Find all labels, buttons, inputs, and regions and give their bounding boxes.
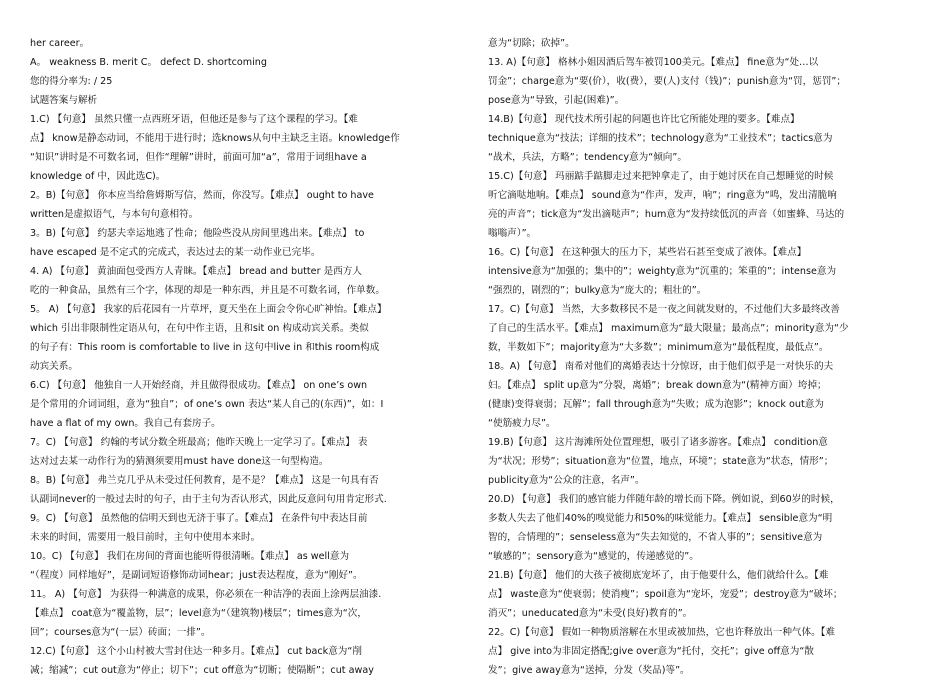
text-line: 【难点】 coat意为“覆盖物，层”；level意为“（建筑物)楼层”；times意为“次，: [30, 608, 367, 619]
text-line: “使筋疲力尽”。: [488, 418, 556, 429]
text-line: 22。C)【句意】 假如一种物质溶解在水里或被加热，它也许释放出一种气体。【难: [488, 627, 836, 638]
text-line: 为“状况；形势”；situation意为“位置，地点，环境”；state意为“状态，情形”；: [488, 456, 834, 467]
text-line: 12.C)【句意】 这个小山村被大雪封住达一种多月。【难点】 cut back意为“削: [30, 646, 362, 657]
text-line: 多数人失去了他们40%的嗅觉能力和50%的味觉能力。【难点】 sensible意为“明: [488, 513, 833, 524]
text-line: 11。 A) 【句意】 为获得一种满意的成果，你必须在一种洁净的表面上涂两层油漆.: [30, 589, 382, 600]
text-line: 17。C)【句意】 当然，大多数移民不是一夜之间就发财的，不过他们大多最终改善: [488, 304, 840, 315]
text-line: 21.B)【句意】 他们的大孩子被彻底宠坏了，由于他要什么，他们就给什么。【难: [488, 570, 829, 581]
text-line: 未来的时间，需要用一般目前时，主句中使用本来时。: [30, 532, 261, 543]
text-line: 10。C) 【句意】 我们在房间的背面也能听得很清晰。【难点】 as well意为: [30, 551, 350, 562]
text-line: 4. A) 【句意】 黄油面包受西方人青睐。【难点】 bread and butter 是西方人: [30, 266, 362, 277]
text-line: 了自己的生活水平。【难点】 maximum意为“最大限量；最高点”；minority意为“少: [488, 323, 849, 334]
text-line: written是虚拟语气，与本句句意相符。: [30, 209, 199, 220]
left-column: [30, 34, 462, 680]
text-line: 14.B)【句意】 现代技术所引起的问题也许比它所能处理的要多。【难点】: [488, 114, 800, 125]
text-line: 的句子有：This room is comfortable to live in 这句中live in 和this room构成: [30, 342, 380, 353]
text-line: 19.B)【句意】 这片海滩所处位置理想，吸引了诸多游客。【难点】 condition意: [488, 437, 828, 448]
text-line: 您的得分率为: / 25: [30, 76, 113, 87]
text-line: 16。C)【句意】 在这种强大的压力下，某些岩石甚至变成了液体。【难点】: [488, 247, 807, 258]
text-line: 听它滴哒地响。【难点】 sound意为“作声，发声，响”；ring意为“鸣，发出清脆响: [488, 190, 837, 201]
text-line: 罚金”；charge意为“要(价），收(费），要(人)支付（钱)”；punish意为“罚，惩罚”；: [488, 76, 846, 87]
text-line: 数，半数如下”；majority意为“大多数”；minimum意为“最低程度，最低点”。: [488, 342, 829, 353]
text-line: “战术，兵法，方略”；tendency意为“倾向”。: [488, 152, 687, 163]
text-line: 减；缩减”；cut out意为“停止；切下”；cut off意为“切断；使隔断”；cut away: [30, 665, 374, 676]
text-line: 18。A) 【句意】 南希对他们的离婚表达十分惊讶，由于他们似乎是一对快乐的夫: [488, 361, 834, 372]
text-line: 点】 give into为非固定搭配;give over意为“托付，交托”；give off意为“散: [488, 646, 814, 657]
text-line: 6.C) 【句意】 他独自一人开始经商，并且做得很成功。【难点】 on one’s own: [30, 380, 368, 391]
text-line: 点】 know是静态动词，不能用于进行时；选knows从句中主缺乏主语。knowledge作: [30, 133, 400, 144]
text-line: 7。C) 【句意】 约翰的考试分数全班最高；他昨天晚上一定学习了。【难点】 表: [30, 437, 368, 448]
text-line: 9。C) 【句意】 虽然他的信明天到也无济于事了。【难点】 在条件句中表达目前: [30, 513, 368, 524]
text-line: “知识”讲时是不可数名词，但作“理解”讲时，前面可加“a”，常用于词组have a: [30, 152, 367, 163]
text-line: which 引出非限制性定语从句，在句中作主语，且和sit on 构成动宾关系。类似: [30, 323, 369, 334]
text-line: publicity意为“公众的注意，名声”。: [488, 475, 645, 486]
text-line: intensive意为“加强的；集中的”；weighty意为“沉重的；笨重的”；intense意为: [488, 266, 837, 277]
text-line: 意为“切除；砍掉”。: [488, 38, 575, 49]
text-line: 妇。【难点】 split up意为“分裂，离婚”；break down意为“(精神方面）垮掉；: [488, 380, 827, 391]
text-line: 回”；courses意为“(一层）砖面；一排”。: [30, 627, 211, 638]
text-line: 20.D) 【句意】 我们的感官能力伴随年龄的增长而下降。例如说，到60岁的时候，: [488, 494, 840, 505]
text-line: “敏感的”；sensory意为“感觉的，传递感觉的”。: [488, 551, 699, 562]
text-line: 1.C) 【句意】 虽然只懂一点西班牙语，但他还是参与了这个课程的学习。【难: [30, 114, 358, 125]
text-line: 13. A)【句意】 格林小姐因酒后驾车被罚100美元。【难点】 fine意为“处…以: [488, 57, 819, 68]
text-line: “强烈的，剧烈的”；bulky意为“庞大的；粗壮的”。: [488, 285, 707, 296]
text-line: (健康)变得衰弱；瓦解”；fall through意为“失败；成为泡影”；knock out意为: [488, 399, 824, 410]
text-line: 3。B)【句意】 约瑟夫幸运地逃了性命；他险些没从房间里逃出来。【难点】 to: [30, 228, 365, 239]
text-line: knowledge of 中，因此选C)。: [30, 171, 166, 182]
text-line: 15.C)【句意】 玛丽踮手踮脚走过来把钟拿走了，由于她讨厌在自己想睡觉的时候: [488, 171, 834, 182]
text-line: 亮的声音”；tick意为“发出滴哒声”；hum意为“发持续低沉的声音（如蜜蜂、马达的: [488, 209, 845, 220]
text-line: have a flat of my own。我自己有套房子。: [30, 418, 221, 429]
text-line: 5。 A) 【句意】 我家的后花园有一片草坪，夏天坐在上面会令你心旷神怡。【难点】: [30, 304, 387, 315]
text-line: 吃的一种食品，虽然有三个字，体现的却是一种东西，并且是不可数名词，作单数。: [30, 285, 385, 296]
text-line: 嗡嗡声）”。: [488, 228, 537, 239]
text-line: A。 weakness B. merit C。 defect D. shortcoming: [30, 57, 267, 68]
text-line: 是个常用的介词词组，意为“独自”；of one’s own 表达“某人自己的(东西)”，如：I: [30, 399, 384, 410]
text-line: 2。B)【句意】 你本应当给詹姆斯写信，然而，你没写。【难点】 ought to have: [30, 190, 374, 201]
text-line: 8。B)【句意】 弗兰克几乎从未受过任何教育，是不是？【难点】 这是一句具有否: [30, 475, 379, 486]
text-line: technique意为“技法；详细的技术”；technology意为“工业技术”；tactics意为: [488, 133, 833, 144]
text-line: 达对过去某一动作行为的猜测须要用must have done这一句型构造。: [30, 456, 329, 467]
text-line: 智的，合情理的”；senseless意为“失去知觉的，不省人事的”；sensitive意为: [488, 532, 823, 543]
text-line: 动宾关系。: [30, 361, 78, 372]
text-line: her career。: [30, 38, 90, 49]
text-line: 点】 waste意为“使衰弱；使消瘦”；spoil意为“宠坏，宠爱”；destroy意为“破坏；: [488, 589, 843, 600]
text-line: 消灭”；uneducated意为“未受(良好)教育的”。: [488, 608, 693, 619]
text-line: 试题答案与解析: [30, 95, 98, 106]
text-line: “（程度）同样地好”，是副词短语修饰动词hear；just表达程度，意为“刚好”。: [30, 570, 363, 581]
text-line: pose意为“导致，引起(困难)”。: [488, 95, 625, 106]
text-line: 发”；give away意为“送掉，分发（奖品)等”。: [488, 665, 690, 676]
column-gutter: [472, 34, 473, 634]
text-line: have escaped 是不定式的完成式，表达过去的某一动作业已完毕。: [30, 247, 321, 258]
right-column: [488, 34, 916, 680]
text-line: 认副词never的一般过去时的句子，由于主句为否认形式，因此反意问句用肯定形式.: [30, 494, 387, 505]
